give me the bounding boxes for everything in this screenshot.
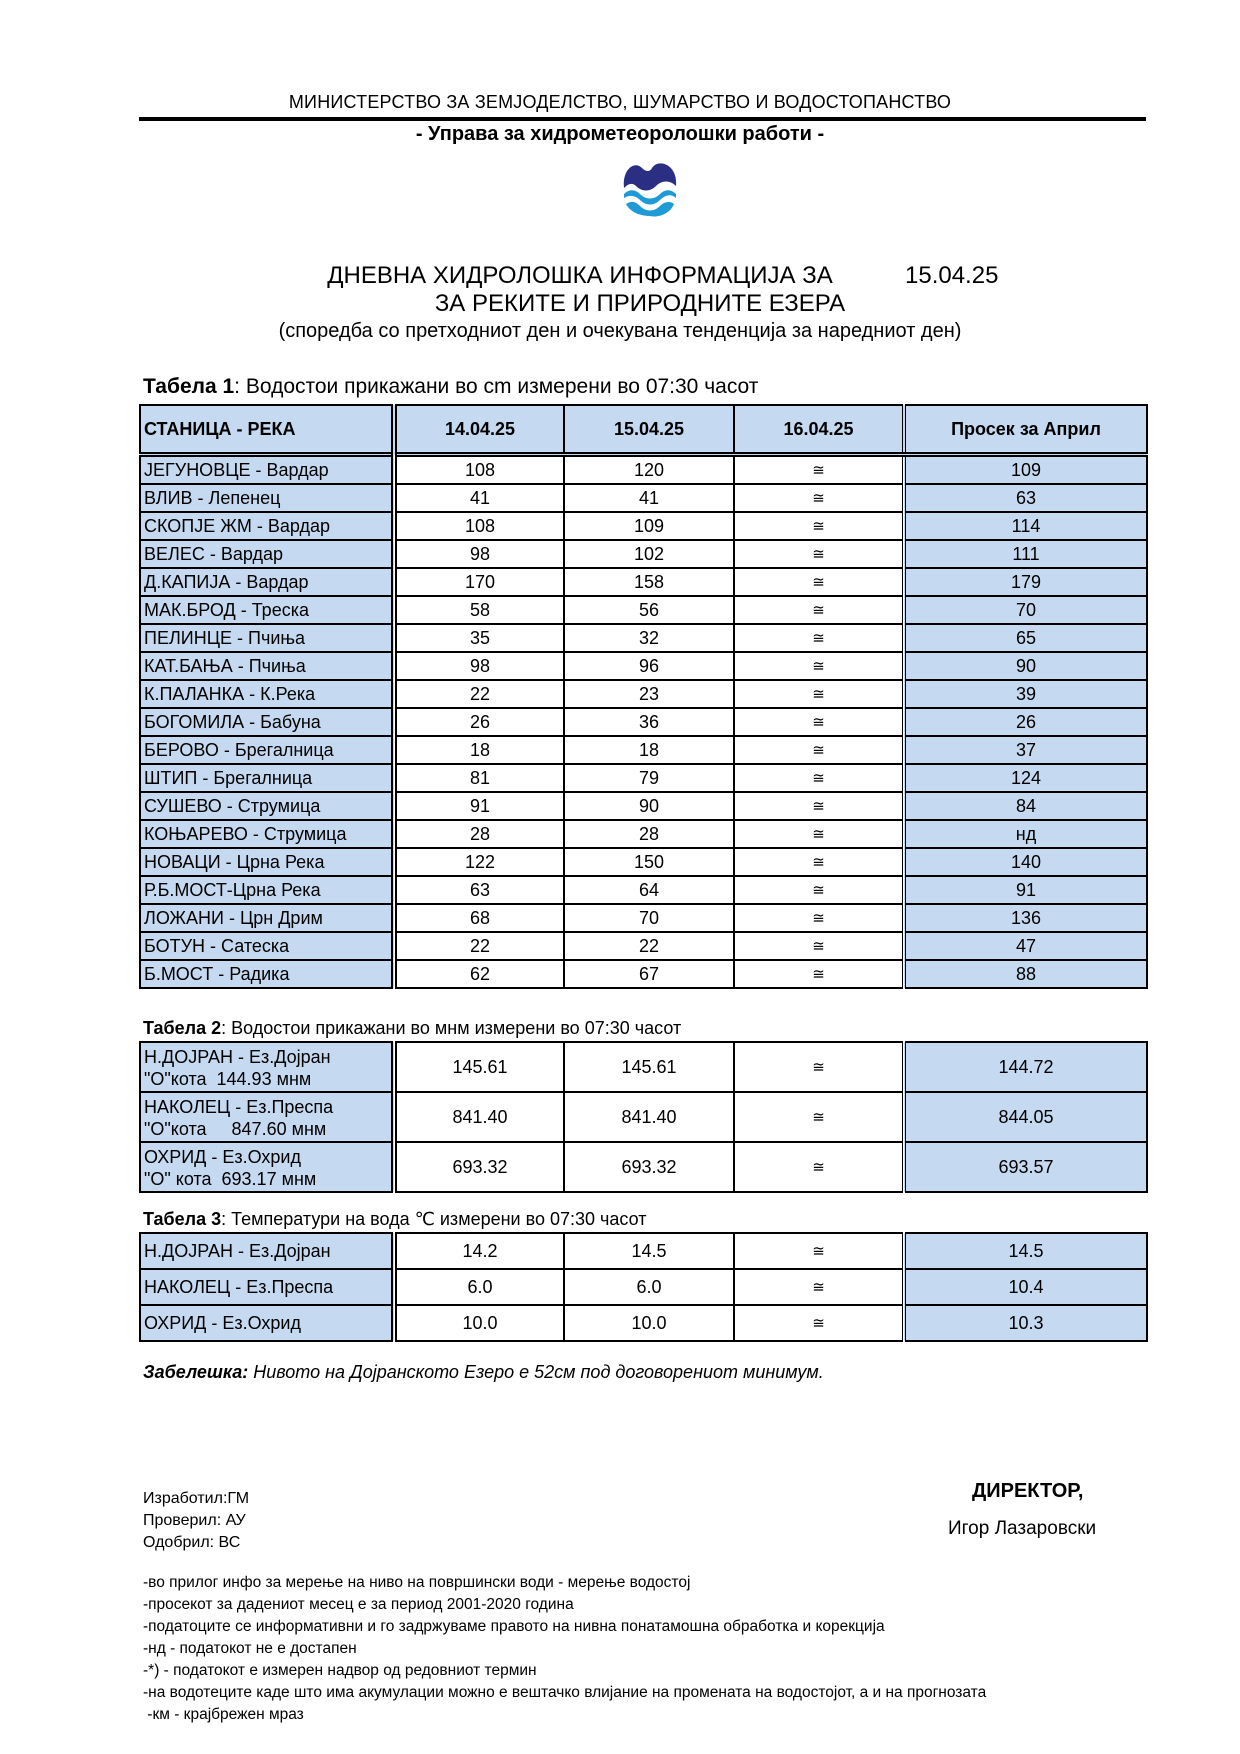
- header-rule: [139, 117, 1146, 121]
- table-row: [140, 1142, 1147, 1192]
- table1-caption-text: : Водостои прикажани во cm измерени во 07:30 часот: [234, 375, 759, 398]
- footnote-line: -на водотеците каде што има акумулации можно е вештачко влијание на промената на водостојот, а и на прогнозата: [143, 1684, 987, 1701]
- tendency-day3: ≅: [734, 455, 904, 485]
- monthly-average: 37: [904, 736, 1147, 764]
- temp-day2: 6.0: [564, 1269, 734, 1305]
- table-row: [140, 736, 1147, 764]
- monthly-average: нд: [904, 820, 1147, 848]
- level-day1: 108: [394, 512, 564, 540]
- table-row: [140, 904, 1147, 932]
- monthly-average: 90: [904, 652, 1147, 680]
- station-name: НАКОЛЕЦ - Ез.Преспа: [140, 1269, 394, 1305]
- tendency-day3: ≅: [734, 792, 904, 820]
- footnote-line: -податоците се информативни и го задржуваме правото на нивна понатамошна обработка и корекција: [143, 1618, 885, 1635]
- table1-caption: [143, 375, 758, 399]
- monthly-average: 136: [904, 904, 1147, 932]
- monthly-average: 91: [904, 876, 1147, 904]
- ministry-name: МИНИСТЕРСТВО ЗА ЗЕМЈОДЕЛСТВО, ШУМАРСТВО И ВОДОСТОПАНСТВО: [288, 92, 952, 112]
- monthly-average: 47: [904, 932, 1147, 960]
- level-day2: 120: [564, 455, 734, 485]
- lake-station: [140, 1142, 394, 1192]
- level-day2: 96: [564, 652, 734, 680]
- level-day1: 22: [394, 680, 564, 708]
- table3-caption: [143, 1209, 646, 1230]
- lake-station-name: ОХРИД - Ез.Охрид: [144, 1146, 301, 1167]
- level-day1: 28: [394, 820, 564, 848]
- department-name: - Управа за хидрометеоролошки работи -: [415, 123, 825, 145]
- station-name: ШТИП - Брегалница: [140, 764, 394, 792]
- level-day2: 102: [564, 540, 734, 568]
- note: [143, 1362, 824, 1383]
- institution-logo: [622, 158, 678, 218]
- level-day2: 150: [564, 848, 734, 876]
- signers-block: [143, 1488, 249, 1554]
- level-day1: 26: [394, 708, 564, 736]
- monthly-average: 124: [904, 764, 1147, 792]
- station-name: ПЕЛИНЦЕ - Пчиња: [140, 624, 394, 652]
- zero-elevation: "О"кота 144.93 мнм: [144, 1068, 312, 1089]
- tendency-day3: ≅: [734, 1305, 904, 1341]
- level-day2: 67: [564, 960, 734, 988]
- level-day2: 90: [564, 792, 734, 820]
- table3-caption-text: : Температури на вода ℃ измерени во 07:30 часот: [221, 1209, 647, 1229]
- note-text: Нивото на Дојранското Езеро е 52см под договорениот минимум.: [248, 1362, 824, 1382]
- station-name: НОВАЦИ - Црна Река: [140, 848, 394, 876]
- director-name: Игор Лазаровски: [948, 1518, 1097, 1539]
- monthly-average: 114: [904, 512, 1147, 540]
- table-row: [140, 1269, 1147, 1305]
- table-row: [140, 1233, 1147, 1269]
- level-day1: 81: [394, 764, 564, 792]
- level-day1: 22: [394, 932, 564, 960]
- monthly-average: 844.05: [904, 1092, 1147, 1142]
- tendency-day3: ≅: [734, 736, 904, 764]
- table2-caption: [143, 1018, 681, 1039]
- monthly-average: 109: [904, 455, 1147, 485]
- table-row: [140, 848, 1147, 876]
- level-day2: 36: [564, 708, 734, 736]
- lake-station: [140, 1042, 394, 1092]
- monthly-average: 144.72: [904, 1042, 1147, 1092]
- monthly-average: 10.4: [904, 1269, 1147, 1305]
- footnotes: [143, 1572, 986, 1726]
- note-label: Забелешка:: [143, 1362, 249, 1382]
- approved-by: Одобрил: ВС: [143, 1534, 241, 1551]
- level-day2: 23: [564, 680, 734, 708]
- monthly-average: 70: [904, 596, 1147, 624]
- table-row: [140, 540, 1147, 568]
- column-header-average: Просек за Април: [904, 405, 1147, 455]
- monthly-average: 140: [904, 848, 1147, 876]
- level-day1: 62: [394, 960, 564, 988]
- monthly-average: 693.57: [904, 1142, 1147, 1192]
- level-day1: 41: [394, 484, 564, 512]
- report-date: 15.04.25: [905, 262, 999, 289]
- table2-caption-text: : Водостои прикажани во мнм измерени во 07:30 часот: [221, 1018, 682, 1038]
- table-row: [140, 792, 1147, 820]
- tendency-day3: ≅: [734, 848, 904, 876]
- level-day2: 841.40: [564, 1092, 734, 1142]
- station-name: КОЊАРЕВО - Струмица: [140, 820, 394, 848]
- station-name: ОХРИД - Ез.Охрид: [140, 1305, 394, 1341]
- level-day1: 693.32: [394, 1142, 564, 1192]
- table-row: [140, 764, 1147, 792]
- temp-day2: 10.0: [564, 1305, 734, 1341]
- monthly-average: 26: [904, 708, 1147, 736]
- lake-station: [140, 1092, 394, 1142]
- table-row: [140, 1305, 1147, 1341]
- level-day1: 841.40: [394, 1092, 564, 1142]
- station-name: БОГОМИЛА - Бабуна: [140, 708, 394, 736]
- tendency-day3: ≅: [734, 484, 904, 512]
- level-day1: 108: [394, 455, 564, 485]
- monthly-average: 63: [904, 484, 1147, 512]
- subtitle: (споредба со претходниот ден и очекувана тенденција за наредниот ден): [278, 320, 962, 342]
- level-day2: 18: [564, 736, 734, 764]
- director-title: ДИРЕКТОР,: [972, 1480, 1084, 1502]
- table-row: [140, 652, 1147, 680]
- table-row: [140, 512, 1147, 540]
- level-day1: 58: [394, 596, 564, 624]
- temp-day1: 14.2: [394, 1233, 564, 1269]
- tendency-day3: ≅: [734, 820, 904, 848]
- monthly-average: 14.5: [904, 1233, 1147, 1269]
- tendency-day3: ≅: [734, 904, 904, 932]
- level-day2: 41: [564, 484, 734, 512]
- tendency-day3: ≅: [734, 1142, 904, 1192]
- level-day1: 18: [394, 736, 564, 764]
- monthly-average: 88: [904, 960, 1147, 988]
- column-header-day3: 16.04.25: [734, 405, 904, 455]
- column-header-day2: 15.04.25: [564, 405, 734, 455]
- tendency-day3: ≅: [734, 1092, 904, 1142]
- tendency-day3: ≅: [734, 1042, 904, 1092]
- tendency-day3: ≅: [734, 652, 904, 680]
- water-temperature-table: [139, 1232, 1148, 1342]
- footnote-line: -*) - податокот е измерен надвор од редовниот термин: [143, 1662, 537, 1679]
- tendency-day3: ≅: [734, 960, 904, 988]
- station-name: МАК.БРОД - Треска: [140, 596, 394, 624]
- level-day1: 145.61: [394, 1042, 564, 1092]
- tendency-day3: ≅: [734, 876, 904, 904]
- table-row: [140, 568, 1147, 596]
- level-day2: 22: [564, 932, 734, 960]
- table-row: [140, 455, 1147, 485]
- table-row: [140, 932, 1147, 960]
- footnote-line: -нд - податокот не е достапен: [143, 1640, 357, 1657]
- tendency-day3: ≅: [734, 540, 904, 568]
- level-day2: 64: [564, 876, 734, 904]
- level-day2: 145.61: [564, 1042, 734, 1092]
- tendency-day3: ≅: [734, 568, 904, 596]
- station-name: Н.ДОЈРАН - Ез.Дојран: [140, 1233, 394, 1269]
- monthly-average: 179: [904, 568, 1147, 596]
- station-name: КАТ.БАЊА - Пчиња: [140, 652, 394, 680]
- table-row: [140, 1092, 1147, 1142]
- table-row: [140, 680, 1147, 708]
- station-name: ЈЕГУНОВЦЕ - Вардар: [140, 455, 394, 485]
- zero-elevation: "О"кота 847.60 мнм: [144, 1118, 327, 1139]
- table-row: [140, 876, 1147, 904]
- level-day2: 158: [564, 568, 734, 596]
- table-row: [140, 708, 1147, 736]
- temp-day1: 6.0: [394, 1269, 564, 1305]
- tendency-day3: ≅: [734, 708, 904, 736]
- table-row: [140, 596, 1147, 624]
- table1-caption-label: Табела 1: [143, 375, 235, 398]
- table3-caption-label: Табела 3: [143, 1209, 222, 1229]
- table-row: [140, 820, 1147, 848]
- table-row: [140, 1042, 1147, 1092]
- station-name: БОТУН - Сатеска: [140, 932, 394, 960]
- table-row: [140, 960, 1147, 988]
- column-header-station: СТАНИЦА - РЕКА: [140, 405, 394, 455]
- lake-station-name: Н.ДОЈРАН - Ез.Дојран: [144, 1046, 331, 1067]
- prepared-by: Изработил:ГМ: [143, 1490, 250, 1507]
- level-day2: 79: [564, 764, 734, 792]
- monthly-average: 10.3: [904, 1305, 1147, 1341]
- tendency-day3: ≅: [734, 932, 904, 960]
- level-day2: 56: [564, 596, 734, 624]
- table-row: [140, 484, 1147, 512]
- lake-station-name: НАКОЛЕЦ - Ез.Преспа: [144, 1096, 334, 1117]
- level-day1: 91: [394, 792, 564, 820]
- temp-day2: 14.5: [564, 1233, 734, 1269]
- tendency-day3: ≅: [734, 680, 904, 708]
- level-day1: 98: [394, 540, 564, 568]
- water-levels-table: [139, 404, 1148, 989]
- column-header-day1: 14.04.25: [394, 405, 564, 455]
- station-name: Д.КАПИЈА - Вардар: [140, 568, 394, 596]
- level-day2: 32: [564, 624, 734, 652]
- level-day2: 28: [564, 820, 734, 848]
- station-name: СУШЕВО - Струмица: [140, 792, 394, 820]
- level-day1: 35: [394, 624, 564, 652]
- zero-elevation: "О" кота 693.17 мнм: [144, 1168, 317, 1189]
- tendency-day3: ≅: [734, 624, 904, 652]
- level-day1: 63: [394, 876, 564, 904]
- title-line-2: ЗА РЕКИТЕ И ПРИРОДНИТЕ ЕЗЕРА: [434, 290, 846, 317]
- tendency-day3: ≅: [734, 1269, 904, 1305]
- footnote-line: -во прилог инфо за мерење на ниво на површински води - мерење водостој: [143, 1574, 691, 1591]
- table-row: [140, 624, 1147, 652]
- level-day1: 170: [394, 568, 564, 596]
- station-name: Р.Б.МОСТ-Црна Река: [140, 876, 394, 904]
- station-name: ВЛИВ - Лепенец: [140, 484, 394, 512]
- checked-by: Проверил: АУ: [143, 1512, 246, 1529]
- title-line-1: ДНЕВНА ХИДРОЛОШКА ИНФОРМАЦИЈА ЗА: [327, 262, 833, 289]
- table1-header-row: [140, 405, 1147, 455]
- level-day2: 70: [564, 904, 734, 932]
- station-name: К.ПАЛАНКА - К.Река: [140, 680, 394, 708]
- level-day2: 693.32: [564, 1142, 734, 1192]
- level-day1: 68: [394, 904, 564, 932]
- lake-levels-table: [139, 1041, 1148, 1193]
- station-name: СКОПЈЕ ЖМ - Вардар: [140, 512, 394, 540]
- table2-caption-label: Табела 2: [143, 1018, 222, 1038]
- tendency-day3: ≅: [734, 596, 904, 624]
- tendency-day3: ≅: [734, 1233, 904, 1269]
- footnote-line: -просекот за дадениот месец е за период 2001-2020 година: [143, 1596, 574, 1613]
- level-day1: 98: [394, 652, 564, 680]
- station-name: ВЕЛЕС - Вардар: [140, 540, 394, 568]
- monthly-average: 39: [904, 680, 1147, 708]
- station-name: ЛОЖАНИ - Црн Дрим: [140, 904, 394, 932]
- tendency-day3: ≅: [734, 764, 904, 792]
- monthly-average: 84: [904, 792, 1147, 820]
- station-name: Б.МОСТ - Радика: [140, 960, 394, 988]
- tendency-day3: ≅: [734, 512, 904, 540]
- level-day1: 122: [394, 848, 564, 876]
- footnote-line: -км - крајбрежен мраз: [143, 1706, 304, 1723]
- monthly-average: 65: [904, 624, 1147, 652]
- temp-day1: 10.0: [394, 1305, 564, 1341]
- monthly-average: 111: [904, 540, 1147, 568]
- level-day2: 109: [564, 512, 734, 540]
- station-name: БЕРОВО - Брегалница: [140, 736, 394, 764]
